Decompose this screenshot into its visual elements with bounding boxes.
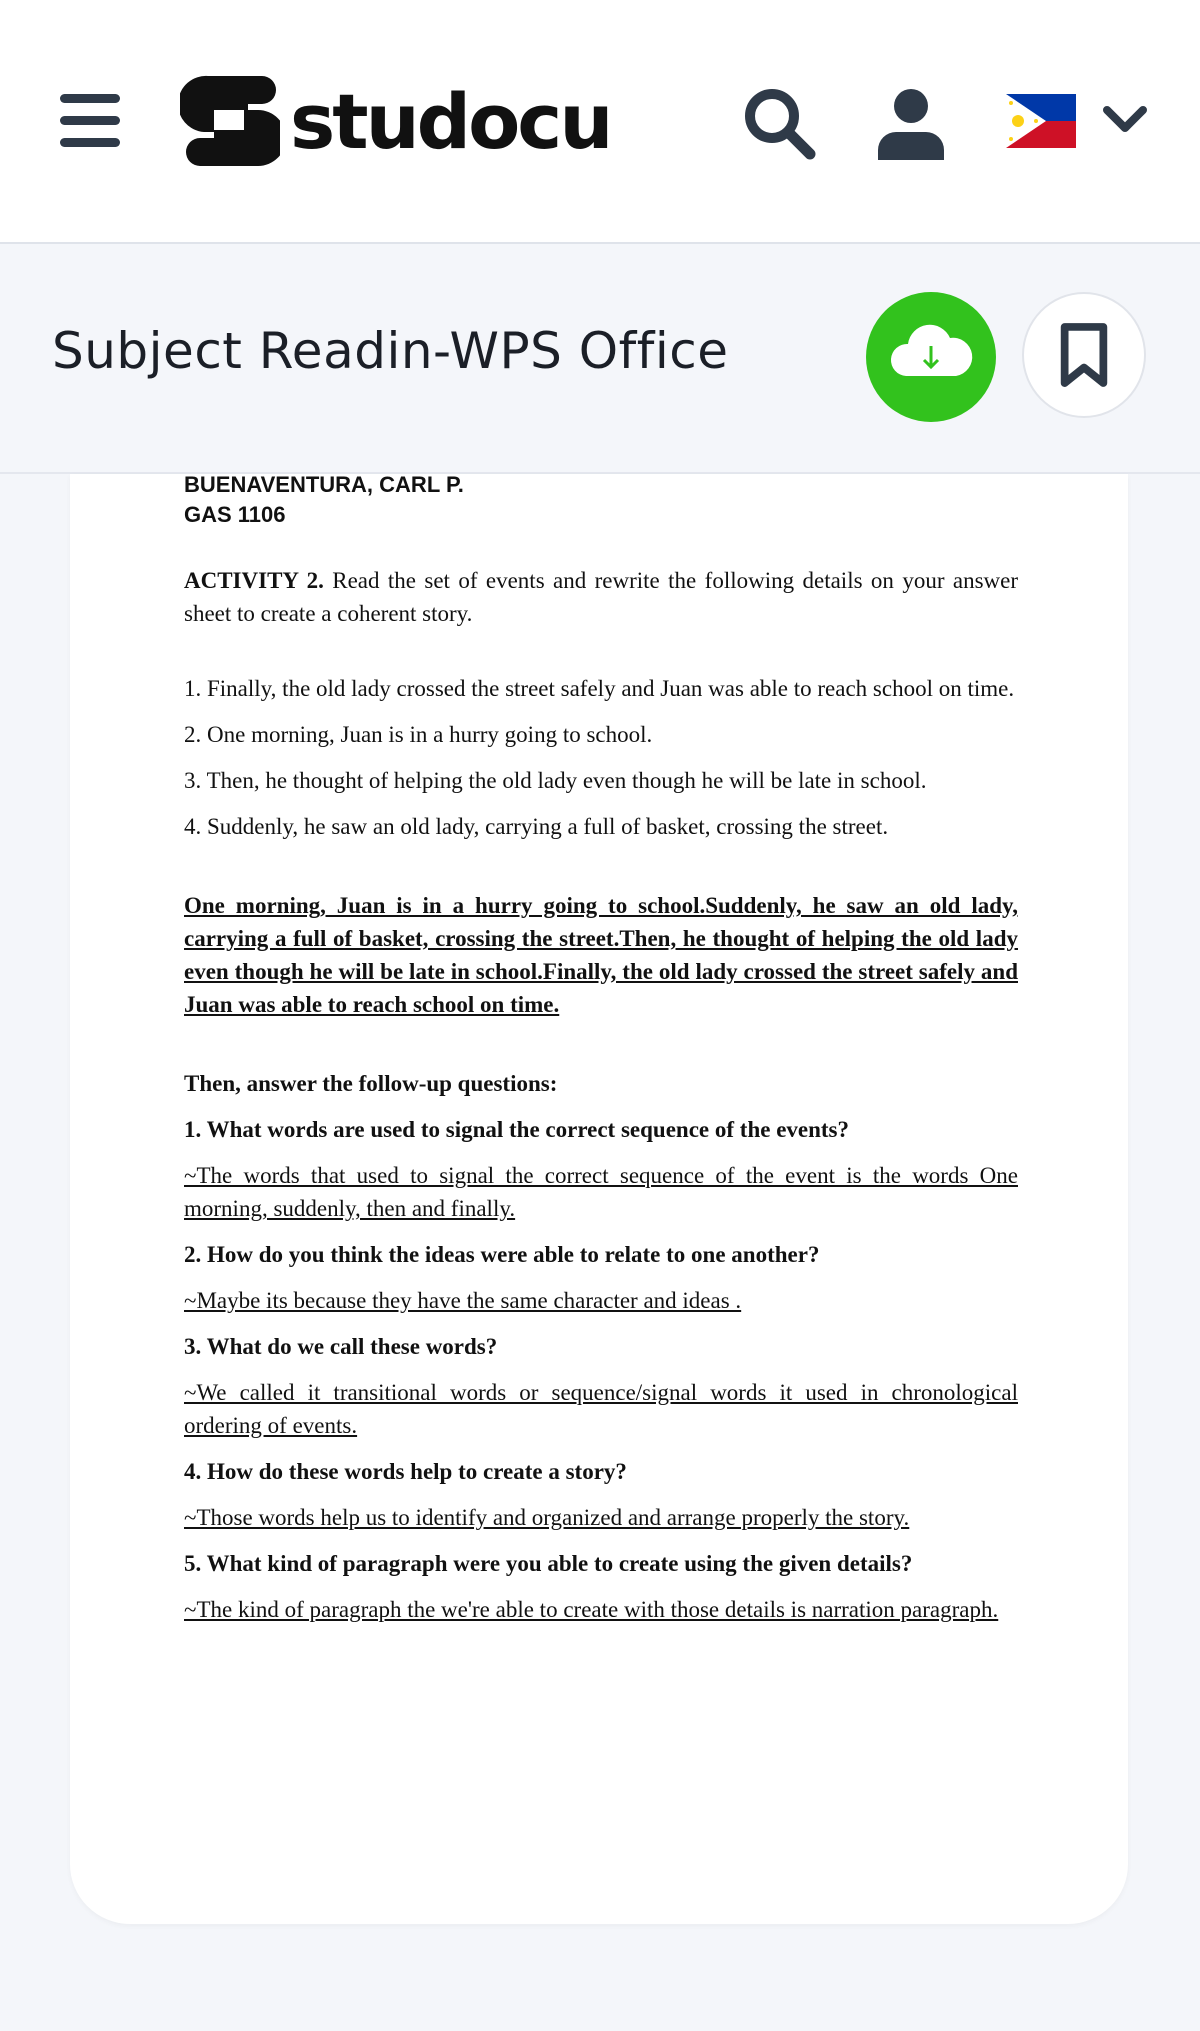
bookmark-icon [1024, 294, 1144, 416]
studocu-logo-mark-icon [180, 70, 280, 174]
answer: ~Maybe its because they have the same character and ideas . [184, 1288, 742, 1313]
document-title: Subject Readin-WPS Office [52, 322, 729, 380]
menu-icon[interactable] [60, 94, 122, 148]
answer: ~The words that used to signal the correct sequence of the event is the words One morning, suddenly, then and finally. [184, 1163, 1018, 1221]
user-icon[interactable] [876, 88, 946, 160]
event-item: 1. Finally, the old lady crossed the street safely and Juan was able to reach school on time. [184, 676, 1015, 701]
studocu-logo[interactable] [180, 70, 610, 174]
answer: ~Those words help us to identify and organized and arrange properly the story. [184, 1505, 910, 1530]
brand-name: studocu [290, 77, 611, 166]
question: 2. How do you think the ideas were able to relate to one another? [184, 1242, 820, 1267]
student-section: GAS 1106 [184, 502, 286, 527]
answer: ~We called it transitional words or sequence/signal words it used in chronological ordering of events. [184, 1380, 1018, 1438]
followup-intro: Then, answer the follow-up questions: [184, 1071, 558, 1096]
event-item: 4. Suddenly, he saw an old lady, carrying a full of basket, crossing the street. [184, 814, 889, 839]
question: 5. What kind of paragraph were you able to create using the given details? [184, 1551, 913, 1576]
student-name: BUENAVENTURA, CARL P. [184, 472, 464, 497]
question: 3. What do we call these words? [184, 1334, 498, 1359]
activity-instruction [184, 564, 1018, 630]
chevron-down-icon[interactable] [1102, 104, 1148, 134]
event-item: 3. Then, he thought of helping the old lady even though he will be late in school. [184, 768, 927, 793]
bookmark-button[interactable] [1022, 292, 1146, 418]
answer: ~The kind of paragraph the we're able to create with those details is narration paragraph. [184, 1597, 999, 1622]
search-icon[interactable] [742, 86, 816, 160]
activity-text: Read the set of events and rewrite the following details on your answer sheet to create a coherent story. [184, 568, 1019, 626]
question: 1. What words are used to signal the correct sequence of the events? [184, 1117, 850, 1142]
cloud-download-icon [866, 292, 996, 422]
download-button[interactable] [866, 292, 996, 422]
question: 4. How do these words help to create a story? [184, 1459, 627, 1484]
event-item: 2. One morning, Juan is in a hurry going to school. [184, 722, 653, 747]
top-navbar [0, 0, 1200, 244]
activity-label: ACTIVITY 2. [184, 568, 324, 593]
story-paragraph: One morning, Juan is in a hurry going to school.Suddenly, he saw an old lady, carrying a full of basket, crossing the street.Then, he thought of helping the old lady even though he will be late in school.Finally, the old lady crossed the street safely and Juan was able to reach school on time. [184, 893, 1018, 1017]
document-content [184, 470, 1018, 1626]
philippines-flag-icon[interactable] [1006, 94, 1076, 148]
